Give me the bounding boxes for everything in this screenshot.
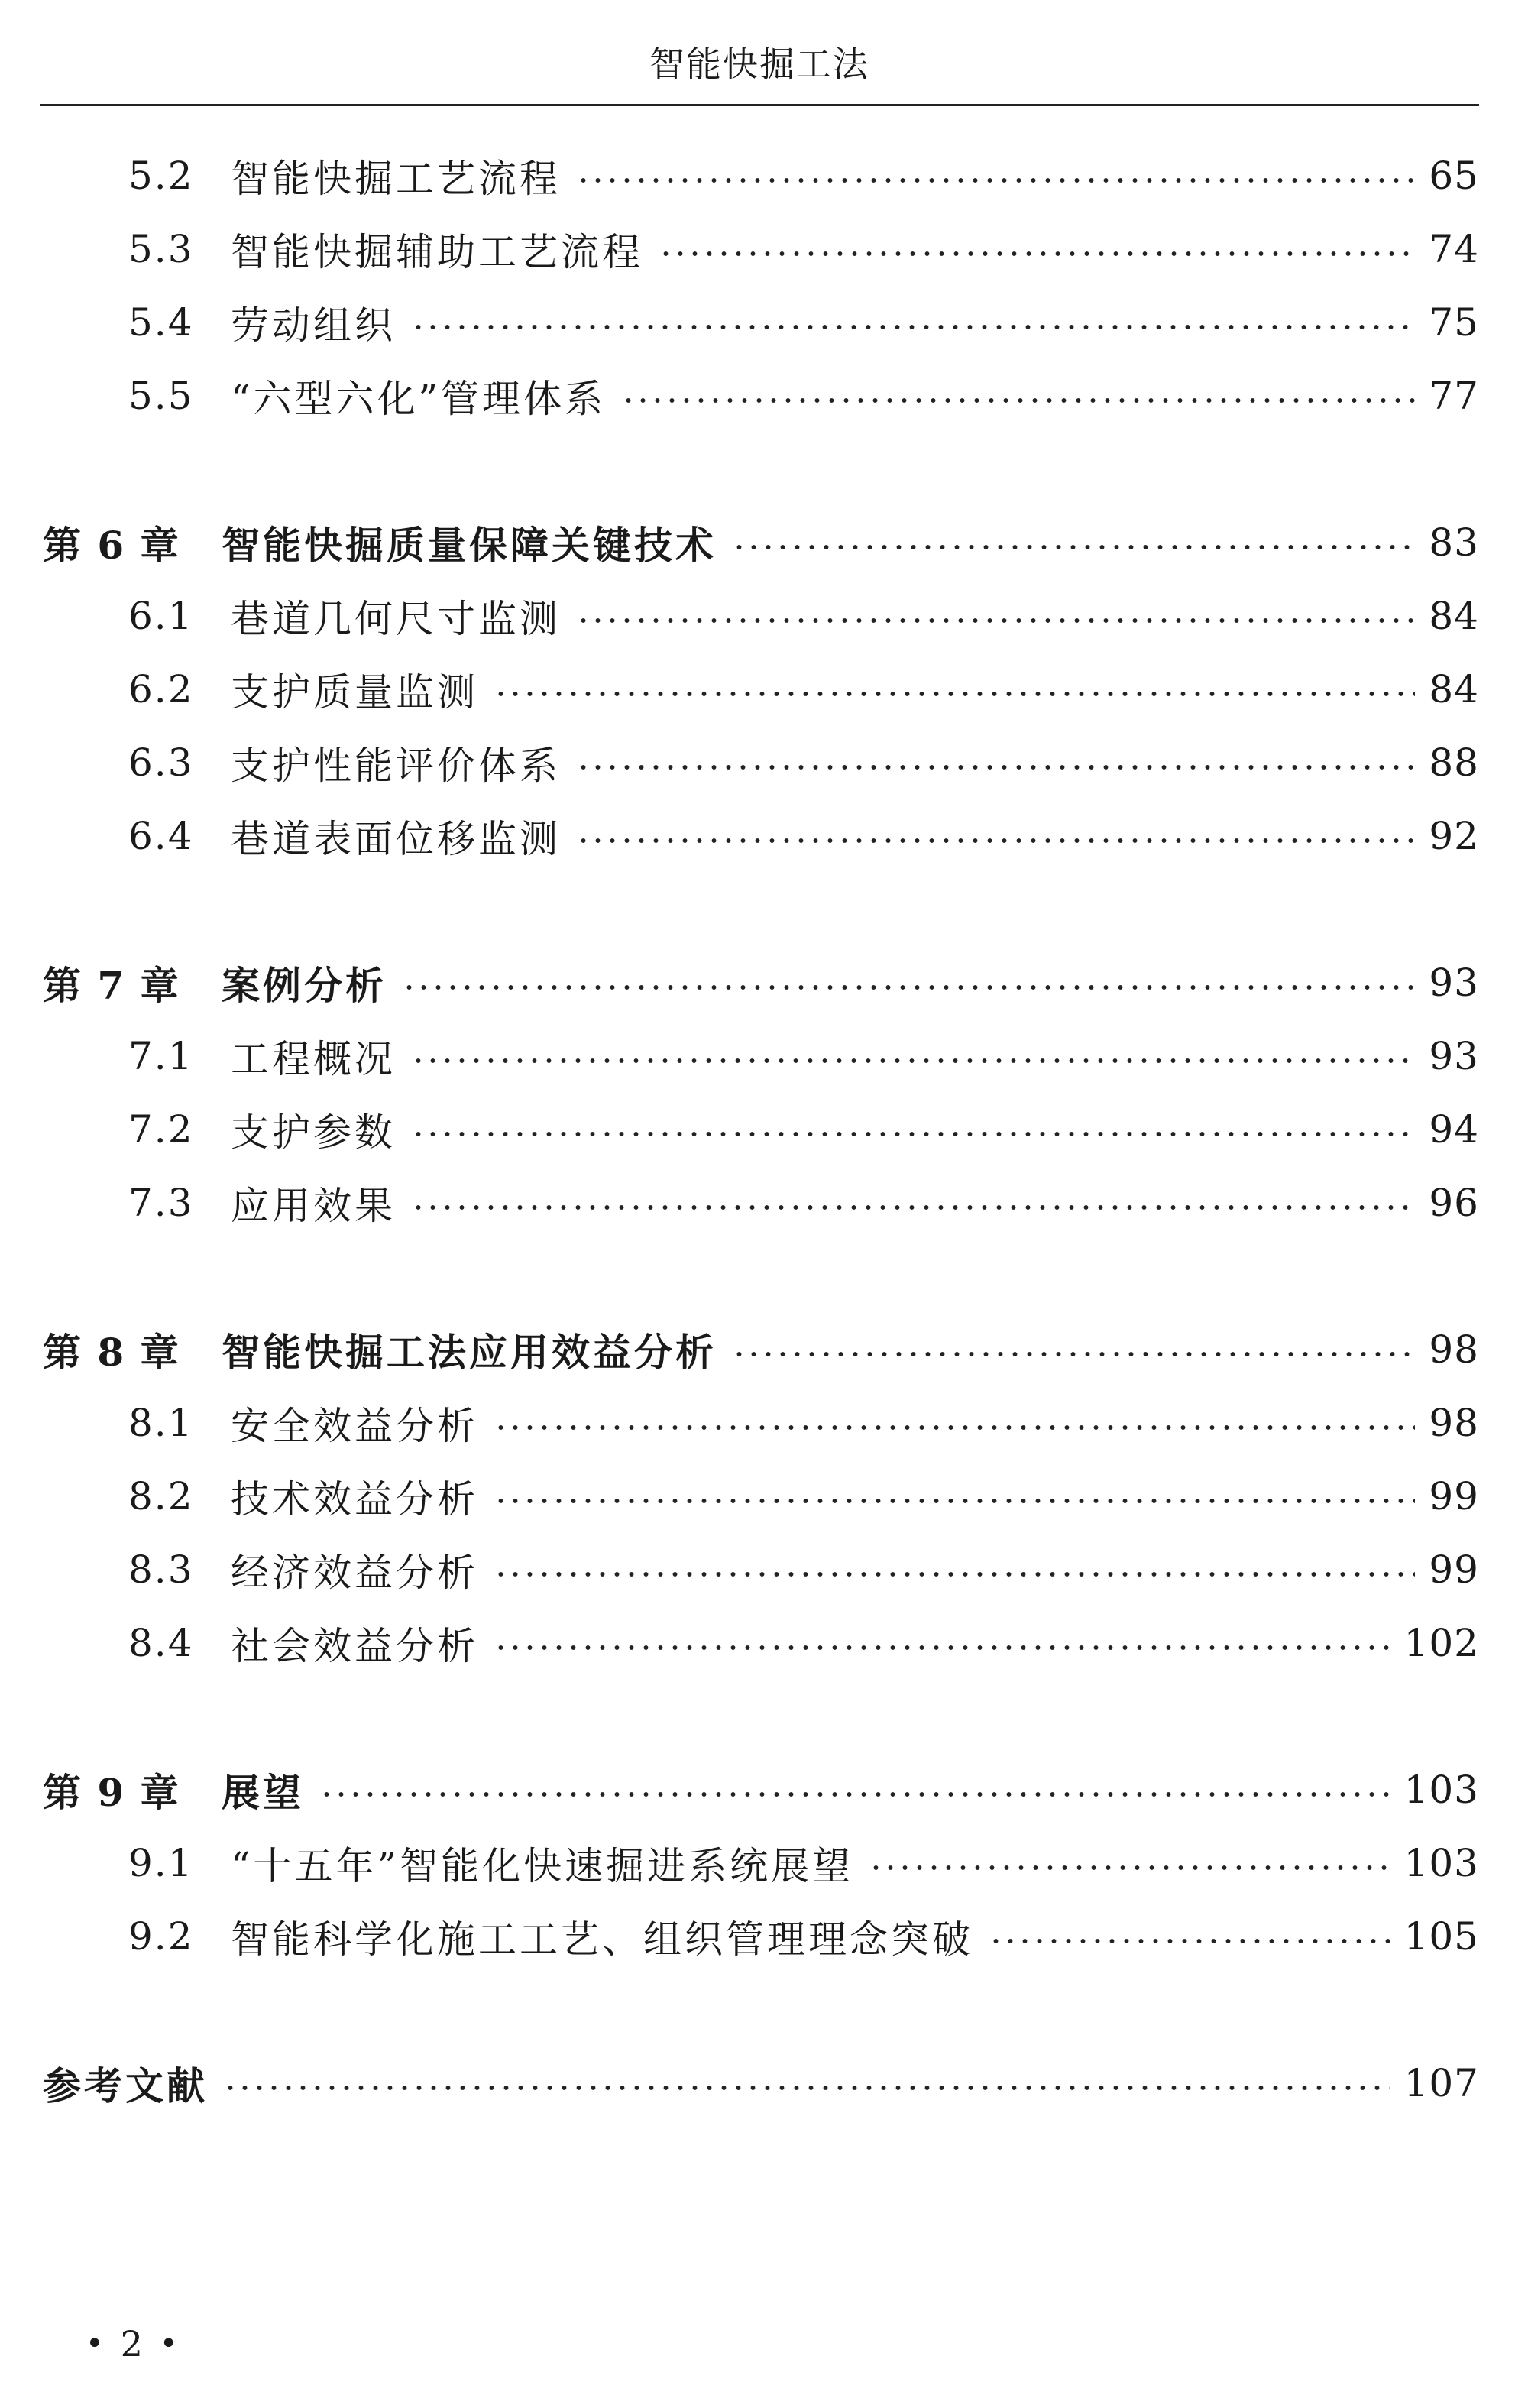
running-title: 智能快掘工法	[649, 44, 869, 85]
section-number: 7.3	[128, 1181, 194, 1225]
toc-chapter-9[interactable]	[43, 1753, 1479, 1826]
dot-leader	[989, 1937, 1390, 1945]
toc-entry-9-2[interactable]	[43, 1900, 1479, 1973]
toc-chapter-8[interactable]	[43, 1313, 1479, 1386]
dot-leader	[494, 1497, 1415, 1505]
page-number: 107	[1403, 2061, 1479, 2105]
section-number: 9.1	[128, 1841, 194, 1885]
dot-leader	[411, 323, 1415, 331]
folio-page-number: 2	[120, 2323, 143, 2364]
page-number: 102	[1403, 1621, 1479, 1665]
section-number: 6.3	[128, 741, 194, 785]
section-title: “六型六化”管理体系	[231, 377, 607, 421]
page-number: 98	[1429, 1327, 1479, 1372]
section-number: 8.3	[128, 1548, 194, 1592]
page-number: 65	[1429, 154, 1479, 198]
dot-leader	[576, 617, 1415, 624]
chapter-number: 第 9 章	[43, 1770, 180, 1815]
references-title: 参考文献	[43, 2063, 208, 2108]
toc-entry-8-1[interactable]	[43, 1386, 1479, 1460]
dot-leader	[319, 1791, 1390, 1798]
dot-leader	[869, 1864, 1390, 1872]
section-title: 应用效果	[231, 1184, 396, 1228]
toc-entry-8-2[interactable]	[43, 1460, 1479, 1533]
chapter-number: 第 8 章	[43, 1330, 180, 1375]
toc-entry-6-4[interactable]	[43, 799, 1479, 873]
section-number: 6.4	[128, 814, 194, 858]
dot-leader	[494, 1644, 1390, 1651]
dot-leader	[494, 1424, 1415, 1431]
folio-bullet-right: •	[159, 2326, 178, 2361]
page-number: 75	[1429, 300, 1479, 345]
section-number: 8.2	[128, 1474, 194, 1518]
section-title: 支护性能评价体系	[231, 744, 561, 788]
chapter-title: 智能快掘工法应用效益分析	[222, 1330, 717, 1375]
dot-leader	[621, 397, 1415, 404]
page-number: 103	[1403, 1768, 1479, 1812]
folio-bullet-left: •	[86, 2326, 104, 2361]
page-number: 105	[1403, 1914, 1479, 1959]
toc-entry-7-3[interactable]	[43, 1166, 1479, 1240]
section-title: 智能科学化施工工艺、组织管理理念突破	[231, 1917, 973, 1962]
section-number: 5.2	[128, 154, 194, 198]
page-number: 77	[1429, 374, 1479, 418]
page-number: 84	[1429, 667, 1479, 711]
toc-entry-8-4[interactable]	[43, 1606, 1479, 1680]
page-number: 74	[1429, 227, 1479, 271]
toc-entry-5-3[interactable]	[43, 212, 1479, 286]
toc-entry-6-3[interactable]	[43, 726, 1479, 799]
section-number: 6.2	[128, 667, 194, 711]
section-title: 社会效益分析	[231, 1624, 478, 1668]
page-number: 92	[1429, 814, 1479, 858]
toc-entry-5-4[interactable]	[43, 286, 1479, 359]
toc-entry-8-3[interactable]	[43, 1533, 1479, 1606]
section-number: 8.1	[128, 1401, 194, 1445]
dot-leader	[732, 543, 1415, 551]
page-number: 98	[1429, 1401, 1479, 1445]
toc-entry-9-1[interactable]	[43, 1826, 1479, 1900]
dot-leader	[411, 1057, 1415, 1065]
chapter-number: 第 7 章	[43, 963, 180, 1008]
dot-leader	[732, 1350, 1415, 1358]
page-number: 96	[1429, 1181, 1479, 1225]
page-number: 93	[1429, 1034, 1479, 1078]
section-title: 经济效益分析	[231, 1551, 478, 1595]
toc-references[interactable]	[43, 2047, 1479, 2120]
section-number: 5.5	[128, 374, 194, 418]
page-folio	[86, 2323, 177, 2364]
toc-chapter-7[interactable]	[43, 946, 1479, 1019]
dot-leader	[411, 1204, 1415, 1211]
page-number: 93	[1429, 961, 1479, 1005]
toc-entry-6-2[interactable]	[43, 653, 1479, 726]
section-title: 巷道几何尺寸监测	[231, 597, 561, 641]
page-number: 84	[1429, 594, 1479, 638]
chapter-title: 案例分析	[222, 963, 387, 1008]
page-number: 94	[1429, 1107, 1479, 1152]
section-number: 5.4	[128, 300, 194, 345]
section-title: 智能快掘工艺流程	[231, 157, 561, 201]
section-title: 安全效益分析	[231, 1404, 478, 1448]
dot-leader	[411, 1130, 1415, 1138]
section-title: 劳动组织	[231, 303, 396, 348]
section-number: 5.3	[128, 227, 194, 271]
dot-leader	[494, 1570, 1415, 1578]
dot-leader	[402, 984, 1415, 991]
dot-leader	[576, 763, 1415, 771]
section-title: 技术效益分析	[231, 1477, 478, 1522]
toc-entry-5-5[interactable]	[43, 359, 1479, 433]
chapter-title: 智能快掘质量保障关键技术	[222, 523, 717, 568]
dot-leader	[576, 177, 1415, 184]
chapter-number: 第 6 章	[43, 523, 180, 568]
section-title: “十五年”智能化快速掘进系统展望	[231, 1844, 854, 1888]
section-number: 7.1	[128, 1034, 194, 1078]
section-title: 支护参数	[231, 1110, 396, 1155]
dot-leader	[659, 250, 1415, 258]
dot-leader	[576, 837, 1415, 844]
toc-chapter-6[interactable]	[43, 506, 1479, 579]
toc-entry-5-2[interactable]	[43, 139, 1479, 212]
dot-leader	[494, 690, 1415, 698]
section-number: 9.2	[128, 1914, 194, 1959]
page-number: 88	[1429, 741, 1479, 785]
toc-entry-7-2[interactable]	[43, 1093, 1479, 1166]
toc-entry-6-1[interactable]	[43, 579, 1479, 653]
section-title: 支护质量监测	[231, 670, 478, 715]
section-number: 6.1	[128, 594, 194, 638]
toc-entry-7-1[interactable]	[43, 1019, 1479, 1093]
page-number: 83	[1429, 520, 1479, 565]
section-title: 智能快掘辅助工艺流程	[231, 230, 643, 274]
page-number: 99	[1429, 1548, 1479, 1592]
section-title: 工程概况	[231, 1037, 396, 1081]
page-number: 99	[1429, 1474, 1479, 1518]
page-number: 103	[1403, 1841, 1479, 1885]
section-number: 7.2	[128, 1107, 194, 1152]
dot-leader	[223, 2084, 1390, 2092]
chapter-title: 展望	[222, 1770, 304, 1815]
section-title: 巷道表面位移监测	[231, 817, 561, 861]
section-number: 8.4	[128, 1621, 194, 1665]
